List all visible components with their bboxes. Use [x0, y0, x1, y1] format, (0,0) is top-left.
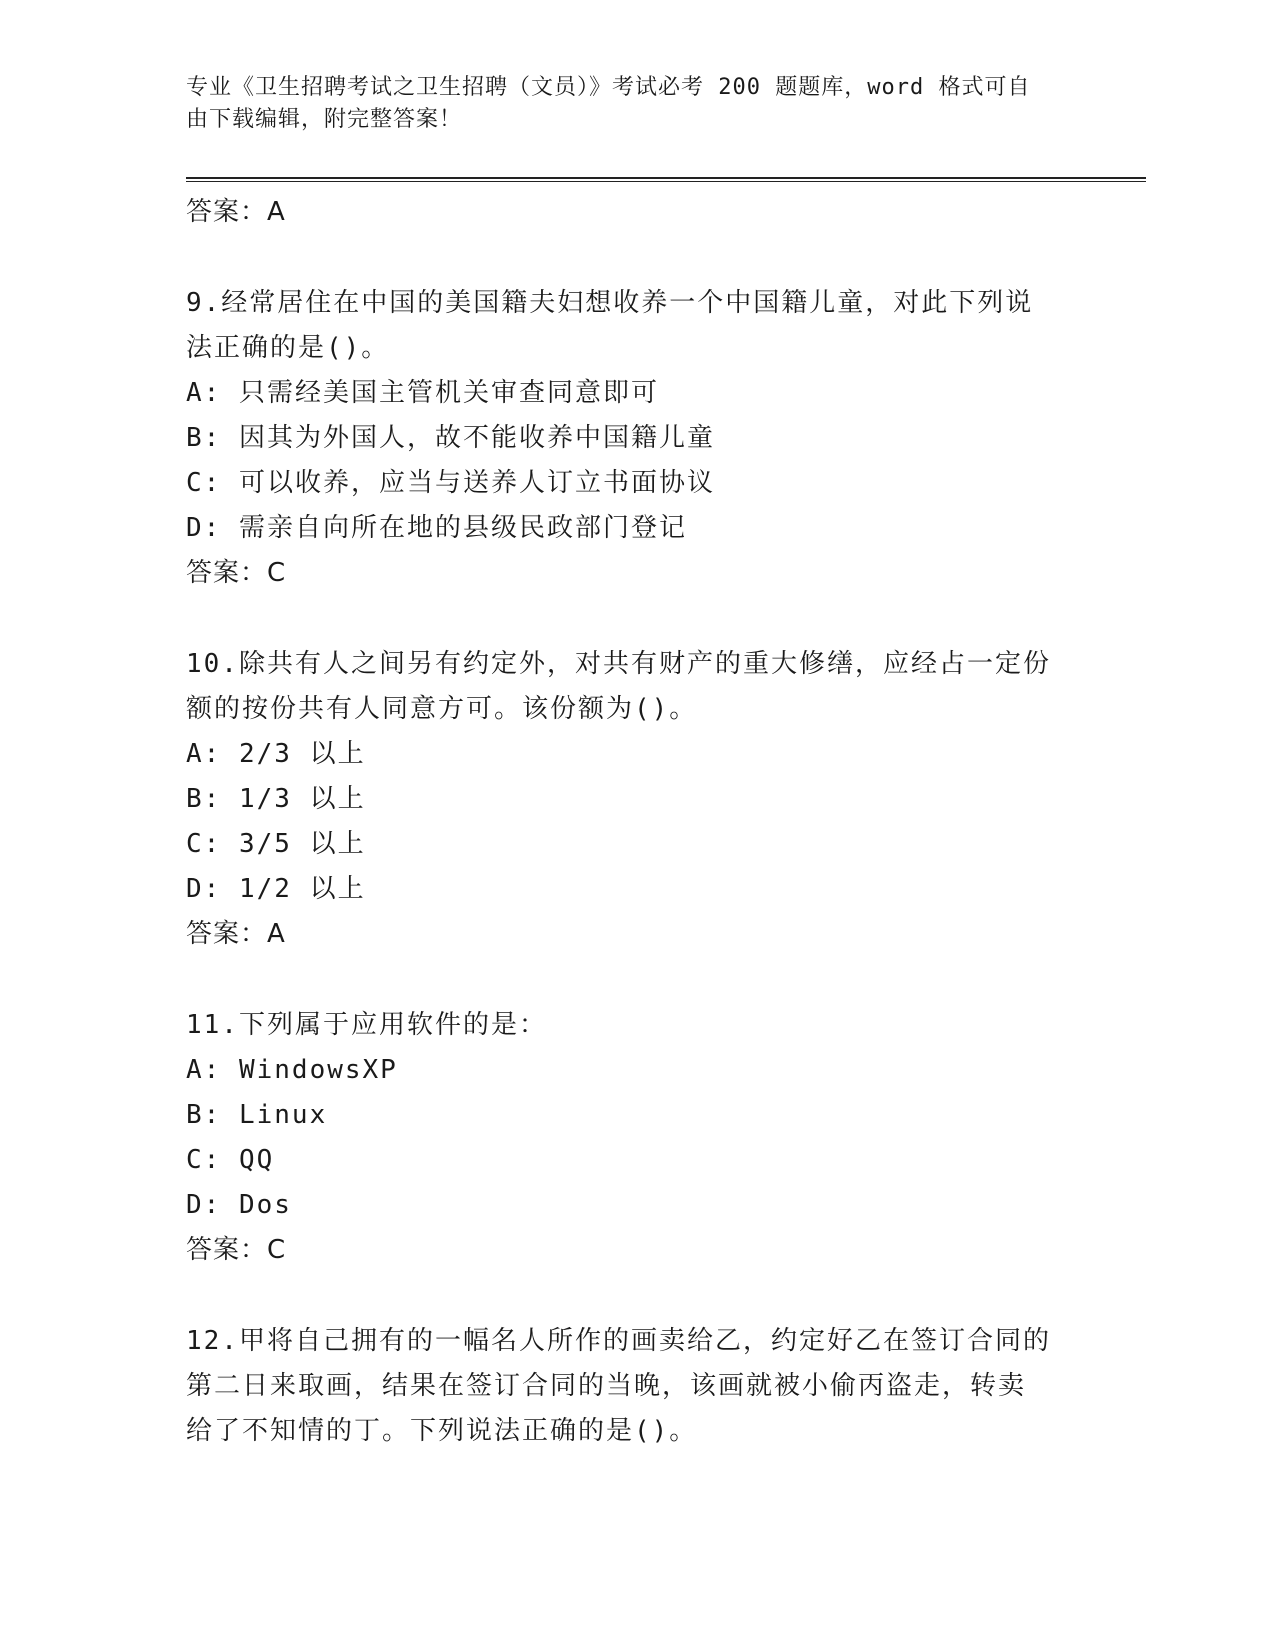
option-c: C: QQ	[186, 1145, 275, 1175]
answer-line: 答案：A	[186, 919, 286, 949]
option-b: B: 1/3 以上	[186, 784, 366, 814]
option-d: D: 需亲自向所在地的县级民政部门登记	[186, 513, 687, 543]
question-10	[186, 642, 1106, 957]
option-b: B: 因其为外国人，故不能收养中国籍儿童	[186, 423, 715, 453]
question-stem-line: 12.甲将自己拥有的一幅名人所作的画卖给乙，约定好乙在签订合同的	[186, 1326, 1051, 1356]
option-c: C: 3/5 以上	[186, 829, 366, 859]
question-9	[186, 281, 1106, 596]
question-stem-line: 额的按份共有人同意方可。该份额为()。	[186, 694, 698, 724]
document-header	[186, 72, 1066, 136]
answer-line: 答案：A	[186, 197, 286, 227]
question-list	[186, 190, 1106, 1454]
question-12	[186, 1319, 1106, 1454]
spacer	[186, 235, 1106, 281]
question-stem-line: 10.除共有人之间另有约定外，对共有财产的重大修缮，应经占一定份	[186, 649, 1051, 679]
question-11	[186, 1003, 1106, 1273]
spacer	[186, 957, 1106, 1003]
option-a: A: WindowsXP	[186, 1055, 398, 1085]
header-line-1: 专业《卫生招聘考试之卫生招聘（文员）》考试必考 200 题题库，word 格式可自	[186, 75, 1031, 100]
question-stem-line: 法正确的是()。	[186, 333, 390, 363]
option-c: C: 可以收养，应当与送养人订立书面协议	[186, 468, 715, 498]
spacer	[186, 1273, 1106, 1319]
header-divider	[186, 177, 1146, 182]
answer-line: 答案：C	[186, 558, 287, 588]
spacer	[186, 596, 1106, 642]
option-d: D: Dos	[186, 1190, 292, 1220]
question-stem-line: 给了不知情的丁。下列说法正确的是()。	[186, 1416, 698, 1446]
question-stem-line: 11.下列属于应用软件的是：	[186, 1010, 547, 1040]
option-a: A: 只需经美国主管机关审查同意即可	[186, 378, 659, 408]
question-stem-line: 第二日来取画，结果在签订合同的当晚，该画就被小偷丙盗走，转卖	[186, 1371, 1027, 1401]
option-a: A: 2/3 以上	[186, 739, 366, 769]
answer-line: 答案：C	[186, 1235, 287, 1265]
option-d: D: 1/2 以上	[186, 874, 366, 904]
option-b: B: Linux	[186, 1100, 328, 1130]
question-stem-line: 9.经常居住在中国的美国籍夫妇想收养一个中国籍儿童，对此下列说	[186, 288, 1034, 318]
header-line-2: 由下载编辑，附完整答案！	[186, 107, 463, 132]
